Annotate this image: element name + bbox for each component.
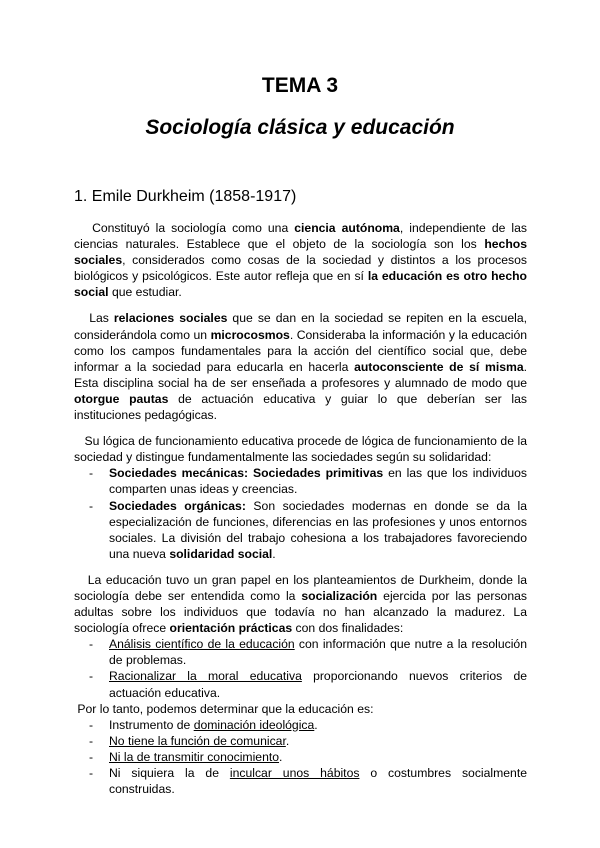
- page-title: TEMA 3: [261, 74, 339, 97]
- paragraph-4: La educación tuvo un gran papel en los planteamientos de Durkheim, donde la sociología debe ser entendida como la socialización ejercida por las personas adultas sobre los individuos que todavía no han alcanzado la madurez. La sociología ofrece orientación prácticas con dos finalidades:: [74, 572, 527, 636]
- paragraph-1: Constituyó la sociología como una ciencia autónoma, independiente de las ciencias naturales. Establece que el objeto de la sociología son los hechos sociales, considerados como cosas de la sociedad y distintos a los procesos biológicos y psicológicos. Este autor refleja que en sí la educación es otro hecho social que estudiar.: [74, 221, 527, 300]
- paragraph-2: Las relaciones sociales que se dan en la sociedad se repiten en la escuela, considerándola como un microcosmos. Consideraba la información y la educación como los campos fundamentales para la acción del científico social que, debe informar a la sociedad para educarla en hacerla autoconsciente de sí misma. Esta disciplina social ha de ser enseñada a profesores y alumnado de modo que otorgue pautas de actuación educativa y guiar lo que deberían ser las instituciones pedagógicas.: [74, 311, 527, 423]
- list-item: - Análisis científico de la educación con información que nutre a la resolución de problemas.: [74, 636, 527, 668]
- list-item: - Instrumento de dominación ideológica.: [74, 717, 527, 733]
- section-heading: 1. Emile Durkheim (1858-1917): [74, 188, 297, 205]
- paragraph-5: Por lo tanto, podemos determinar que la educación es:: [77, 701, 374, 716]
- list-item: - Sociedades orgánicas: Son sociedades modernas en donde se da la especialización de funciones, diferencias en las profesiones y unos entornos sociales. La división del trabajo cohesiona a los trabajadores favoreciendo una nueva solidaridad social.: [74, 498, 527, 562]
- paragraph-3: Su lógica de funcionamiento educativa procede de lógica de funcionamiento de la sociedad y distingue fundamentalmente las sociedades según su solidaridad:: [74, 434, 527, 465]
- education-list: [74, 717, 527, 797]
- solidarity-list: [74, 465, 527, 562]
- page-subtitle: Sociología clásica y educación: [145, 116, 455, 139]
- purpose-list: [74, 636, 527, 700]
- list-item: - Sociedades mecánicas: Sociedades primitivas en las que los individuos comparten unas ideas y creencias.: [74, 465, 527, 497]
- list-item: - Racionalizar la moral educativa proporcionando nuevos criterios de actuación educativa.: [74, 668, 527, 700]
- document-body: [74, 220, 527, 797]
- list-item: - Ni siquiera la de inculcar unos hábitos o costumbres socialmente construidas.: [74, 765, 527, 797]
- list-item: - No tiene la función de comunicar.: [74, 733, 527, 749]
- list-item: - Ni la de transmitir conocimiento.: [74, 749, 527, 765]
